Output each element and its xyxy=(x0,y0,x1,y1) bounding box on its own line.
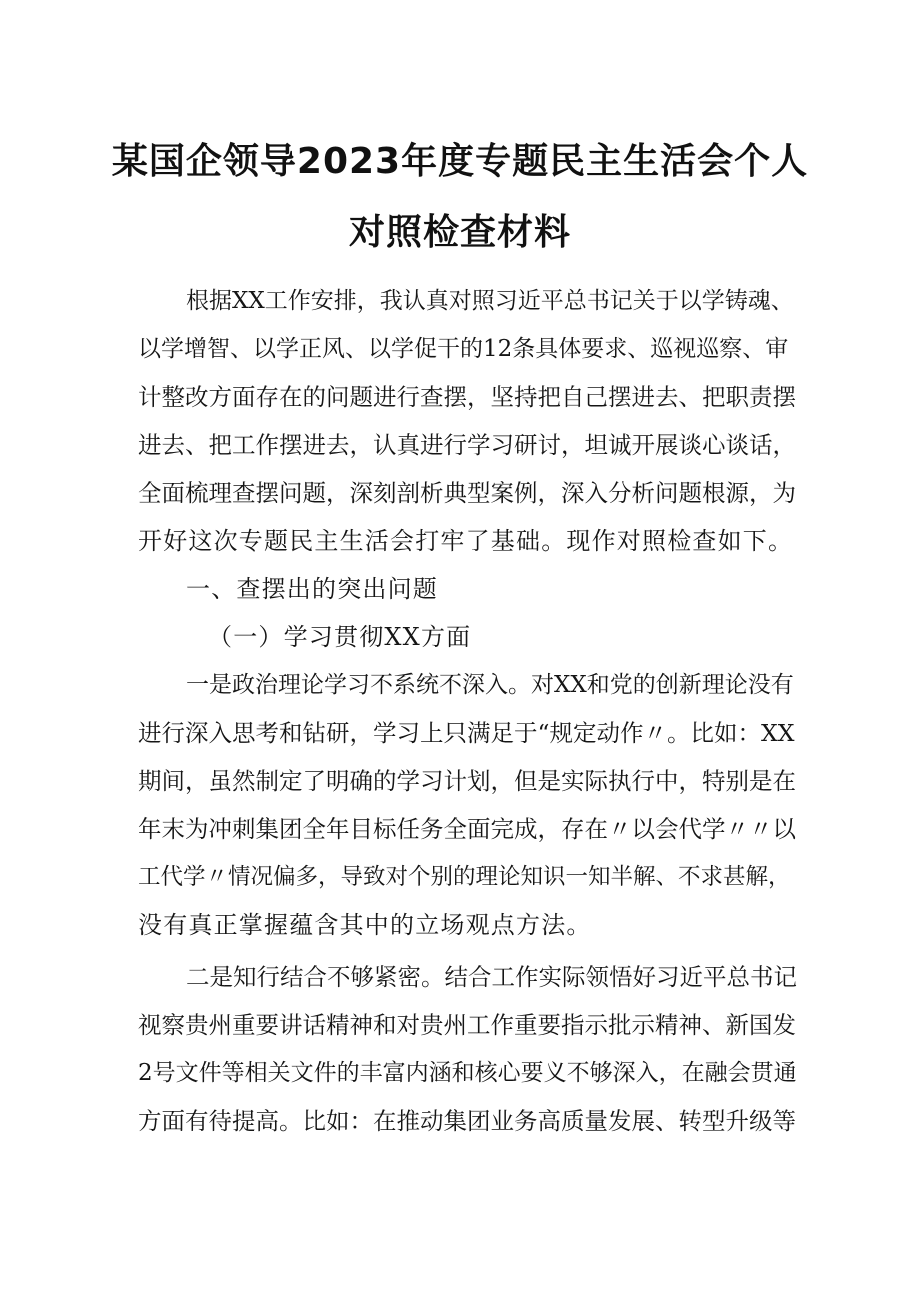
section-heading: 一、查摆出的突出问题 xyxy=(186,575,438,603)
paragraph-2-line-1: 一是政治理论学习不系统不深入。对XX和党的创新理论没有 xyxy=(186,672,794,698)
paragraph-3-line-1: 二是知行结合不够紧密。结合工作实际领悟好习近平总书记 xyxy=(186,963,797,991)
paragraph-1-line-6: 开好这次专题民主生活会打牢了基础。现作对照检查如下。 xyxy=(138,527,794,555)
paragraph-3-line-3: 2号文件等相关文件的丰富内涵和核心要义不够深入，在融会贯通 xyxy=(138,1060,797,1086)
paragraph-3-line-2: 视察贵州重要讲话精神和对贵州工作重要指示批示精神、新国发 xyxy=(138,1011,796,1039)
subsection-heading: （一）学习贯彻XX方面 xyxy=(208,623,472,651)
paragraph-1-line-2: 以学增智、以学正风、以学促干的12条具体要求、巡视巡察、审 xyxy=(138,336,789,362)
paragraph-1-line-3: 计整改方面存在的问题进行查摆，坚持把自己摆进去、把职责摆 xyxy=(138,383,796,411)
paragraph-2-line-3: 期间，虽然制定了明确的学习计划，但是实际执行中，特别是在 xyxy=(138,767,796,795)
paragraph-2-line-6: 没有真正掌握蕴含其中的立场观点方法。 xyxy=(138,911,592,939)
document-title-line-2: 对照检查材料 xyxy=(348,212,571,253)
paragraph-2-line-4: 年末为冲刺集团全年目标任务全面完成，存在〃以会代学〃〃以 xyxy=(138,815,796,843)
paragraph-1-line-5: 全面梳理查摆问题，深刻剖析典型案例，深入分析问题根源，为 xyxy=(138,479,796,507)
paragraph-1-line-4: 进去、把工作摆进去，认真进行学习研讨，坦诚开展谈心谈话， xyxy=(138,431,796,459)
document-title-line-1: 某国企领导2023年度专题民主生活会个人 xyxy=(111,141,809,182)
paragraph-2-line-5: 工代学〃情况偏多，导致对个别的理论知识一知半解、不求甚解， xyxy=(138,864,791,890)
paragraph-1-line-1: 根据XX工作安排，我认真对照习近平总书记关于以学铸魂、 xyxy=(186,288,794,314)
paragraph-2-line-2: 进行深入思考和钻研，学习上只满足于“规定动作〃。比如：XX xyxy=(138,719,795,747)
paragraph-3-line-4: 方面有待提高。比如：在推动集团业务高质量发展、转型升级等 xyxy=(138,1107,796,1135)
